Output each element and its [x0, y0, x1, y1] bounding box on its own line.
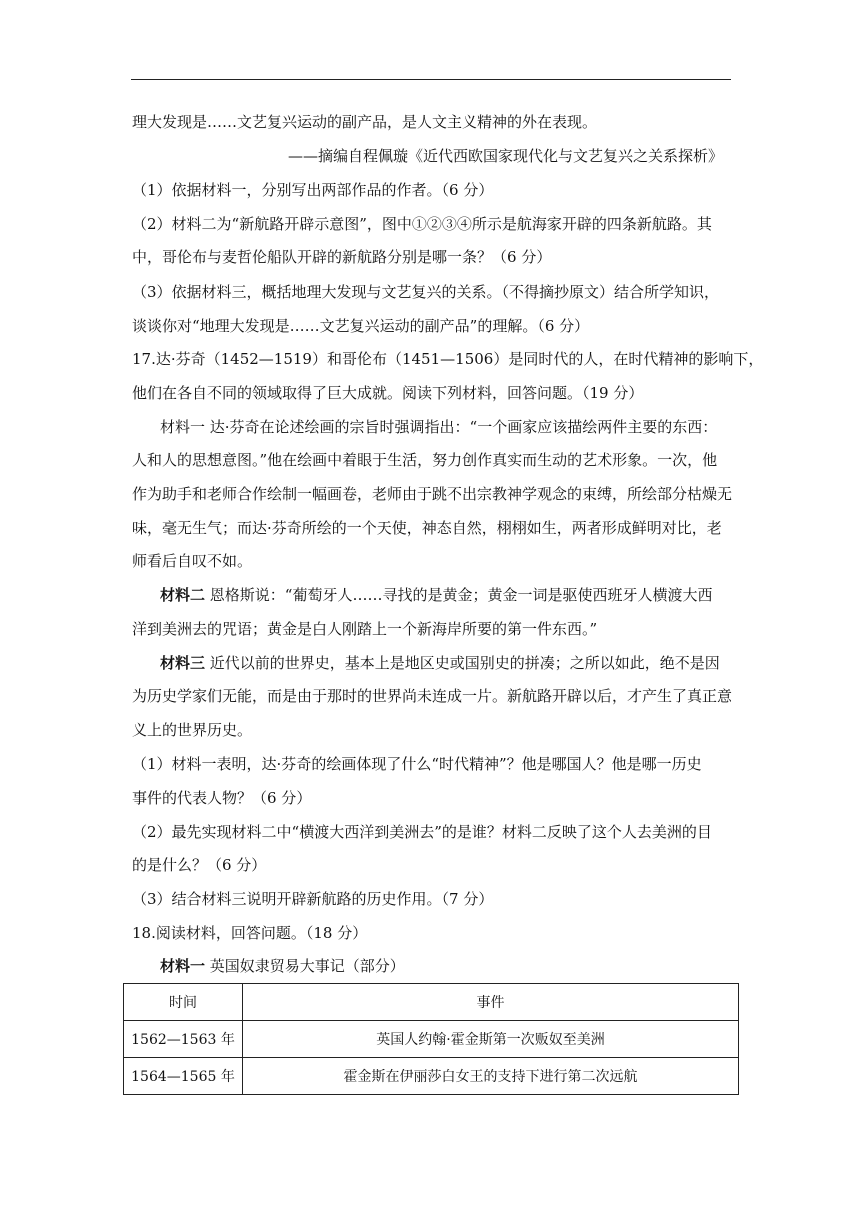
text-line: 作为助手和老师合作绘制一幅画卷，老师由于跳不出宗教神学观念的束缚，所绘部分枯燥无	[132, 485, 733, 503]
slave-trade-table	[123, 983, 739, 1095]
material-3-label: 材料三	[160, 654, 206, 672]
text-line: 师看后自叹不如。	[132, 552, 253, 570]
text-line: 中，哥伦布与麦哲伦船队开辟的新航路分别是哪一条？（6 分）	[132, 248, 552, 266]
material-3-text: 近代以前的世界史，基本上是地区史或国别史的拼凑；之所以如此，绝不是因	[205, 654, 720, 672]
question-17-1: （1）材料一表明，达·芬奇的绘画体现了什么“时代精神”？他是哪国人？他是哪一历史	[132, 755, 702, 773]
question-16-2: （2）材料二为“新航路开辟示意图”，图中①②③④所示是航海家开辟的四条新航路。其	[132, 215, 712, 233]
question-18-stem: 18.阅读材料，回答问题。（18 分）	[132, 924, 368, 942]
question-17-3: （3）结合材料三说明开辟新航路的历史作用。（7 分）	[132, 890, 494, 908]
table-cell-event: 英国人约翰·霍金斯第一次贩奴至美洲	[243, 1021, 739, 1058]
material-1-label: 材料一	[160, 957, 206, 975]
text-line: 味，毫无生气；而达·芬奇所绘的一个天使，神态自然，栩栩如生，两者形成鲜明对比，老	[132, 519, 722, 537]
text-line: 理大发现是……文艺复兴运动的副产品，是人文主义精神的外在表现。	[132, 113, 598, 131]
table-row	[124, 1058, 739, 1095]
header-rule	[131, 79, 731, 80]
table-caption: 英国奴隶贸易大事记（部分）	[205, 957, 405, 975]
text-line: 洋到美洲去的咒语；黄金是白人刚踏上一个新海岸所要的第一件东西。”	[132, 620, 598, 638]
question-17-stem: 17.达·芬奇（1452—1519）和哥伦布（1451—1506）是同时代的人，在时代精神的影响下，	[132, 350, 764, 368]
material-2-line	[160, 584, 712, 606]
column-header-time: 时间	[124, 984, 243, 1021]
table-header-row	[124, 984, 739, 1021]
question-16-3: （3）依据材料三，概括地理大发现与文艺复兴的关系。（不得摘抄原文）结合所学知识，	[132, 283, 720, 301]
material-2-text: 恩格斯说：“葡萄牙人……寻找的是黄金；黄金一词是驱使西班牙人横渡大西	[205, 586, 713, 604]
text-line: 的是什么？（6 分）	[132, 856, 267, 874]
table-cell-event: 霍金斯在伊丽莎白女王的支持下进行第二次远航	[243, 1058, 739, 1095]
text-line: 事件的代表人物？（6 分）	[132, 789, 312, 807]
text-line: 谈谈你对“地理大发现是……文艺复兴运动的副产品”的理解。（6 分）	[132, 317, 590, 335]
text-line: 他们在各自不同的领域取得了巨大成就。阅读下列材料，回答问题。（19 分）	[132, 384, 644, 402]
material-1-text: 材料一 达·芬奇在论述绘画的宗旨时强调指出：“一个画家应该描绘两件主要的东西：	[160, 418, 718, 436]
material-2-label: 材料二	[160, 586, 206, 604]
question-17-2: （2）最先实现材料二中“横渡大西洋到美洲去”的是谁？材料二反映了这个人去美洲的目	[132, 823, 712, 841]
table-cell-time: 1562—1563 年	[124, 1021, 243, 1058]
material-1-caption	[160, 955, 405, 977]
material-3-line	[160, 652, 720, 674]
question-16-1: （1）依据材料一，分别写出两部作品的作者。（6 分）	[132, 181, 494, 199]
text-line: 义上的世界历史。	[132, 721, 253, 739]
text-line: 为历史学家们无能，而是由于那时的世界尚未连成一片。新航路开辟以后，才产生了真正意	[132, 687, 733, 705]
source-citation: ——摘编自程佩璇《近代西欧国家现代化与文艺复兴之关系探析》	[288, 147, 724, 165]
text-line: 人和人的思想意图。”他在绘画中着眼于生活，努力创作真实而生动的艺术形象。一次，他	[132, 451, 718, 469]
column-header-event: 事件	[243, 984, 739, 1021]
table-cell-time: 1564—1565 年	[124, 1058, 243, 1095]
table-row	[124, 1021, 739, 1058]
